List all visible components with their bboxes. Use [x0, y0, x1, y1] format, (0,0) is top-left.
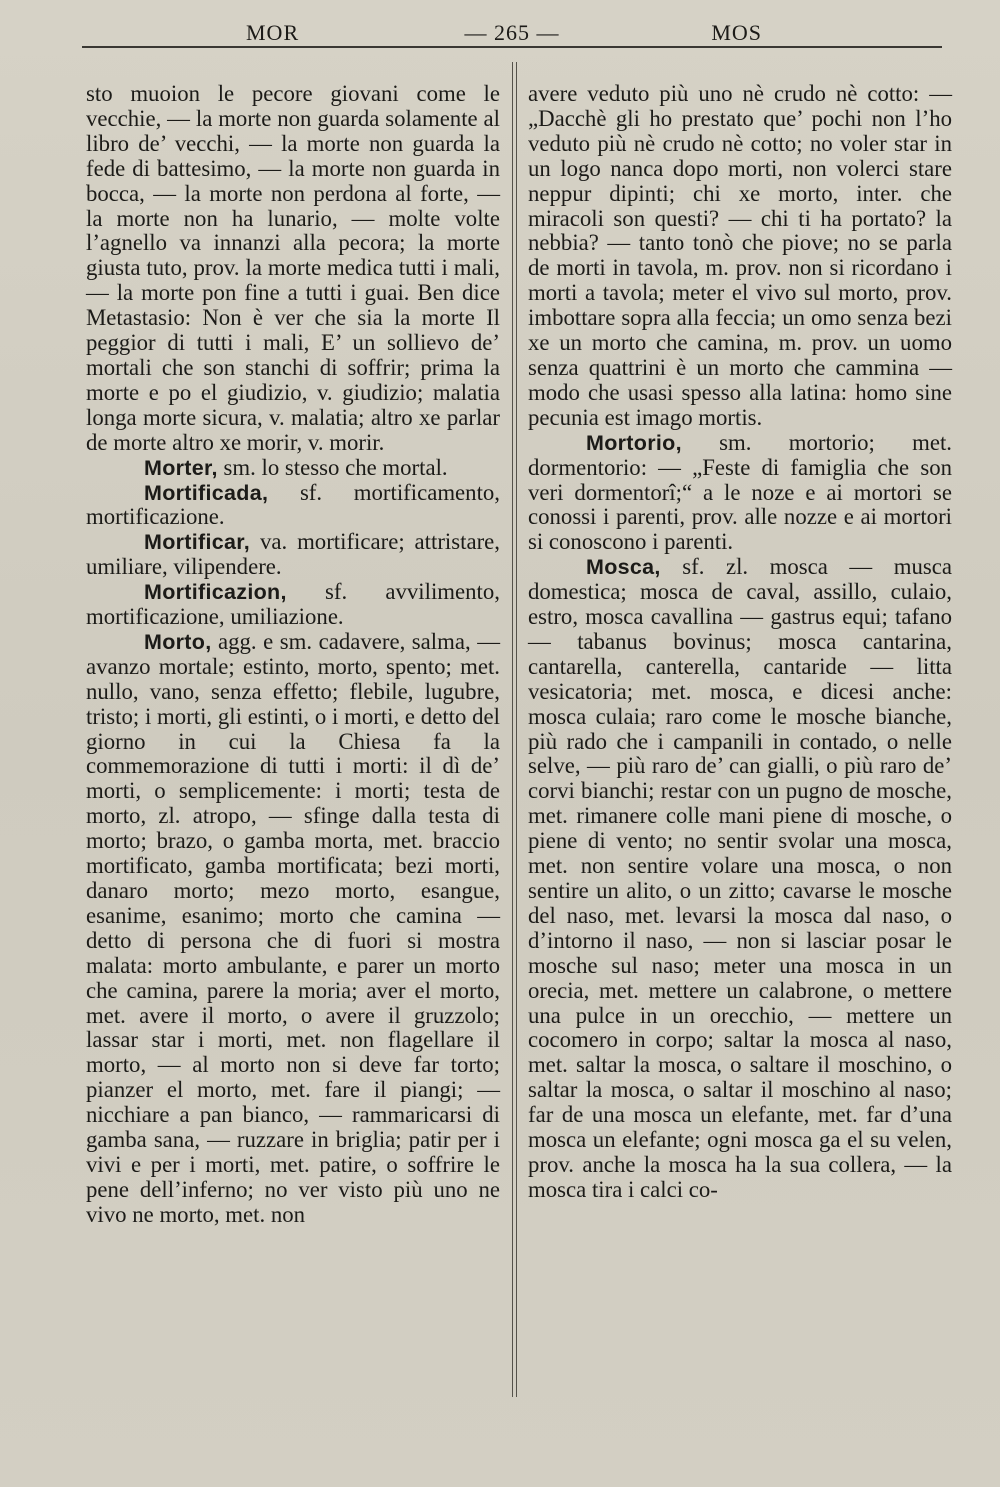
dictionary-entry: [86, 530, 500, 580]
entry-headword: Morter,: [144, 455, 218, 480]
entry-headword: Mortificada,: [144, 480, 269, 505]
entry-text: va. mortificare; attristare, umiliare, vilipendere.: [86, 529, 501, 580]
dictionary-entry: [86, 580, 500, 630]
dictionary-entry: [528, 555, 952, 1203]
header-rule: [82, 46, 942, 48]
entry-text: sto muoion le pecore giovani come le vecchie, — la morte non guarda solamente al libro de’ vecchi, — la morte non guarda la fede di battesimo, — la morte non guarda in bocca, — la morte non perdona al forte, — la morte non ha lunario, — molte volte l’agnello va innanzi alla pecora; la morte giusta tuto, prov. la morte medica tutti i mali, — la morte pon fine a tutti i guai. Ben dice Metastasio: Non è ver che sia la morte Il peggior di tutti i mali, E’ un sollievo de’ mortali che son stanchi di soffrir; prima la morte e po el giudizio, v. giudizio; malatia longa morte sicura, v. malatia; altro xe parlar de morte altro xe morir, v. morir.: [86, 81, 500, 455]
entry-text: sf. zl. mosca — musca domestica; mosca de caval, assillo, culaio, estro, mosca cavallina — gastrus equi; tafano — tabanus bovinus; mosca cantarina, cantarella, canterella, cantaride — litta vesicatoria; met. mosca, e dicesi anche: mosca culaia; raro come le mosche bianche, più rado che i campanili in contado, o nelle selve, — più raro de’ can gialli, o più raro de’ corvi bianchi; restar con un pugno de mosche, met. rimanere colle mani piene di mosche, o piene di vento; no sentir svolar una mosca, met. non sentire volare una mosca, o non sentire un alito, o un zitto; cavarse le mosche del naso, met. levarsi la mosca dal naso, o d’intorno il naso, — non si lasciar posar le mosche sul naso; meter una mosca in un orecia, met. mettere un calabrone, o mettere una pulce in un orecchio, — mettere un cocomero in corpo; saltar la mosca al naso, met. saltar la mosca, o saltare il moschino, o saltar la mosca, o saltar il moschino al naso; far de una mosca un elefante, met. far d’una mosca un elefante; ogni mosca ga el su velen, prov. anche la mosca ha la sua collera, — la mosca tira i calci co-: [528, 554, 952, 1202]
entry-headword: Morto,: [144, 629, 212, 654]
dictionary-entry: [86, 456, 500, 481]
entry-headword: Mosca,: [586, 555, 661, 580]
entry-continuation: [528, 82, 952, 431]
left-column: [86, 82, 500, 1228]
header-left-guide-word: MOR: [246, 20, 300, 45]
entry-text: sf. mortificamento, mortificazione.: [86, 479, 500, 530]
dictionary-entry: [86, 630, 500, 1228]
entry-text: avere veduto più uno nè crudo nè cotto: — „Dacchè gli ho prestato que’ pochi non l’ho veduto più nè crudo nè cotto; no voler star in un logo nanca dopo morti, non volerci stare neppur dipinti; chi xe morto, inter. che miracoli son questi? — chi ti ha portato? la nebbia? — tanto tonò che piove; no se parla de morti in tavola, m. prov. non si ricordano i morti a tavola; meter el vivo sul morto, prov. imbottare sopra alla feccia; un omo senza bezi xe un morto che camina, m. prov. un uomo senza quattrini è un morto che cammina — modo che usasi spesso alla latina: homo sine pecunia est imago mortis.: [528, 81, 952, 430]
entry-headword: Mortorio,: [586, 430, 682, 455]
dictionary-entry: [528, 431, 952, 556]
entry-text: sm. mortorio; met. dormentorio: — „Feste di famiglia che son veri dormentorî;“ a le noze e ai mortori se conossi i parenti, prov. alle nozze e ai mortori si conoscono i parenti.: [528, 429, 952, 555]
entry-continuation: [86, 82, 500, 456]
page-number: — 265 —: [464, 20, 560, 45]
right-column: [528, 82, 952, 1203]
entry-headword: Mortificar,: [144, 530, 251, 555]
entry-text: sm. lo stesso che mortal.: [223, 454, 448, 480]
dictionary-entry: [86, 481, 500, 531]
entry-text: agg. e sm. cadavere, salma, — avanzo mortale; estinto, morto, spento; met. nullo, vano, senza effetto; flebile, lugubre, tristo; i morti, gli estinti, o i morti, e detto del giorno in cui la Chiesa fa la commemorazione di tutti i morti: il dì de’ morti, o semplicemente: i morti; testa de morto, zl. atropo, — sfinge dalla testa di morto; brazo, o gamba morta, met. braccio mortificato, gamba mortificata; bezi morti, danaro morto; mezo morto, esangue, esanime, esanimo; morto che camina — detto di persona che di fuori si mostra malata: morto ambulante, e parer un morto che camina, parere la moria; aver el morto, met. avere il morto, o avere il gruzzolo; lassar star i morti, met. non flagellare il morto, — al morto non si deve far torto; pianzer el morto, met. fare il piangi; — nicchiare a pan bianco, — rammaricarsi di gamba sana, — ruzzare in briglia; patir per i vivi e per i morti, met. patire, o soffrire le pene dell’inferno; no ver visto più uno ne vivo ne morto, met. non: [86, 628, 500, 1227]
entry-headword: Mortificazion,: [144, 580, 287, 605]
header-right-guide-word: MOS: [711, 20, 762, 45]
running-header: [86, 16, 938, 46]
column-divider: [512, 62, 517, 1397]
entry-text: sf. avvilimento, mortificazione, umiliazione.: [86, 579, 500, 630]
